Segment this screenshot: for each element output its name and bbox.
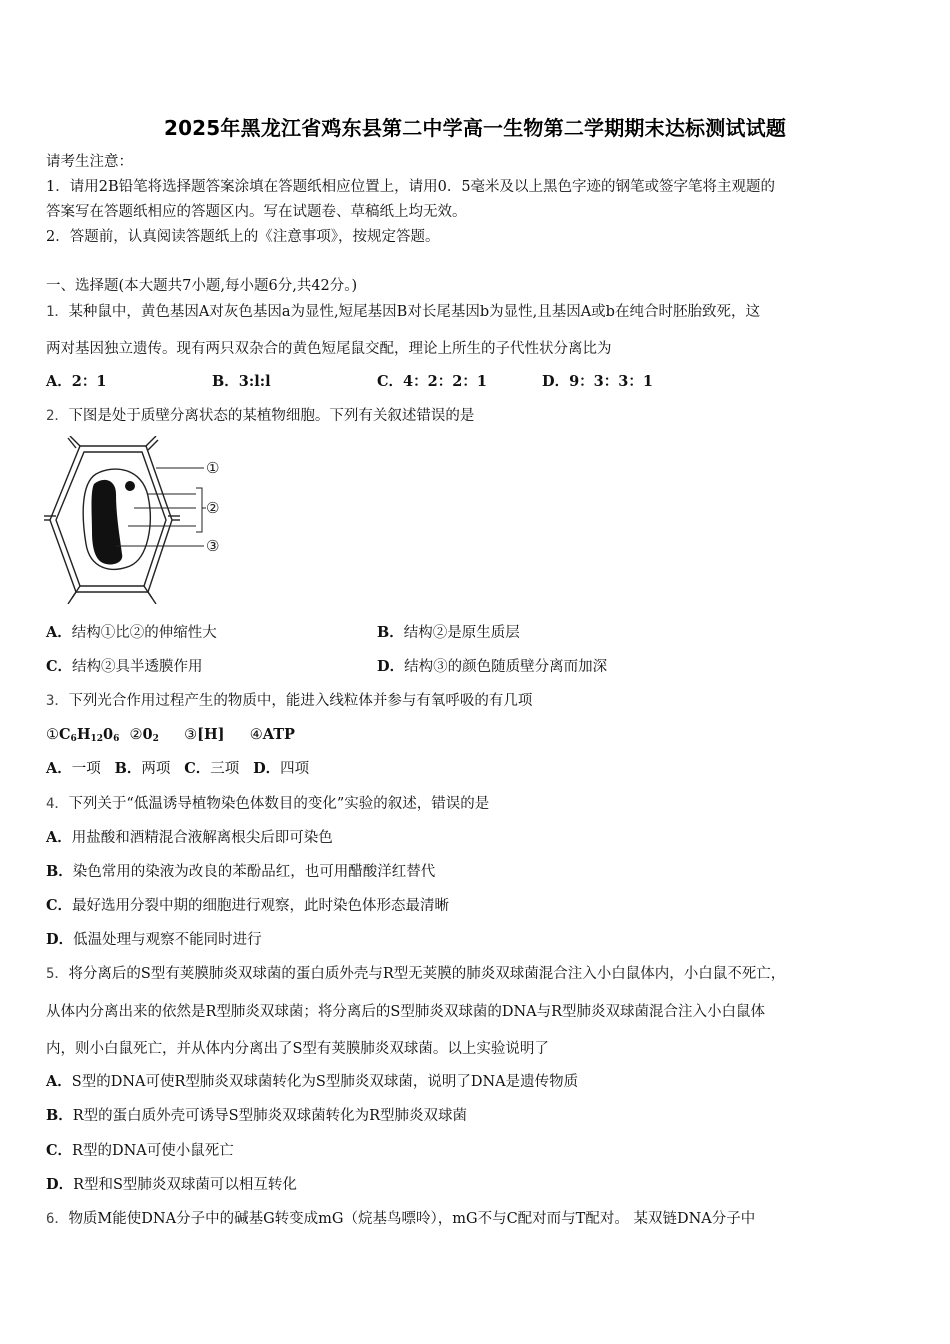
question-5-option-b: B．R型的蛋白质外壳可诱导S型肺炎双球菌转化为R型肺炎双球菌 [46,1107,468,1124]
label-1: ① [206,459,220,477]
question-number: 4． [46,796,69,812]
question-6-stem: 6．物质M能使DNA分子中的碱基G转变成mG（烷基鸟嘌呤），mG不与C配对而与T配对。 某双链DNA分子中 [46,1211,756,1227]
question-2-option-d: D．结构③的颜色随质壁分离而加深 [377,658,608,675]
page-title: 2025年黑龙江省鸡东县第二中学高一生物第二学期期末达标测试试题 [163,116,787,140]
question-4-option-d: D．低温处理与观察不能同时进行 [46,931,262,948]
question-number: 2． [46,408,69,424]
question-4-option-b: B．染色常用的染液为改良的苯酚品红，也可用醋酸洋红替代 [46,863,436,880]
question-5-option-d: D．R型和S型肺炎双球菌可以相互转化 [46,1176,297,1193]
question-5-option-a: A．S型的DNA可使R型肺炎双球菌转化为S型肺炎双球菌，说明了DNA是遗传物质 [46,1073,579,1090]
question-number: 5． [46,966,69,982]
question-3-stem: 3．下列光合作用过程产生的物质中，能进入线粒体并参与有氧呼吸的有几项 [46,693,533,709]
question-5-stem-line-3: 内，则小白鼠死亡，并从体内分离出了S型有荚膜肺炎双球菌。以上实验说明了 [46,1041,549,1057]
question-1-option-a: A．2：1 [46,373,107,390]
question-4-stem: 4．下列关于“低温诱导植物染色体数目的变化”实验的叙述，错误的是 [46,796,490,812]
section-heading: 一、选择题(本大题共7小题,每小题6分,共42分。) [46,278,358,294]
question-5-stem-line-1: 5．将分离后的S型有荚膜肺炎双球菌的蛋白质外壳与R型无荚膜的肺炎双球菌混合注入小白鼠体内，小白鼠不死亡， [46,966,786,982]
question-4-option-a: A．用盐酸和酒精混合液解离根尖后即可染色 [46,829,333,846]
question-5-option-c: C．R型的DNA可使小鼠死亡 [46,1142,234,1159]
question-5-stem-line-2: 从体内分离出来的依然是R型肺炎双球菌；将分离后的S型肺炎双球菌的DNA与R型肺炎双球菌混合注入小白鼠体 [46,1004,766,1020]
question-number: 1． [46,304,69,320]
plant-cell-figure [44,436,234,604]
question-3-options: A．一项 B．两项 C．三项 D．四项 [46,760,310,777]
plasmolyzed-cell-diagram [44,436,234,604]
question-1-stem-line-2: 两对基因独立遗传。现有两只双杂合的黄色短尾鼠交配，理论上所生的子代性状分离比为 [46,341,612,357]
question-3-items: $①C_6H_{12}0_6$ $②0_2$ ③[H] ④ATP [46,726,295,744]
notice-heading: 请考生注意： [46,154,133,170]
question-2-option-b: B．结构②是原生质层 [377,624,520,641]
question-4-option-c: C．最好选用分裂中期的细胞进行观察，此时染色体形态最清晰 [46,897,450,914]
notice-item-2: 2．答题前，认真阅读答题纸上的《注意事项》，按规定答题。 [46,229,440,245]
question-2-option-a: A．结构①比②的伸缩性大 [46,624,217,641]
label-3: ③ [206,537,220,555]
question-1-option-d: D．9：3：3：1 [542,373,653,390]
notice-item-1: 1．请用2B铅笔将选择题答案涂填在答题纸相应位置上，请用0．5毫米及以上黑色字迹的钢笔或签字笔将主观题的 [46,179,776,195]
question-1-option-c: C．4：2：2：1 [377,373,487,390]
question-2-option-c: C．结构②具半透膜作用 [46,658,203,675]
question-1-option-b: B．3:l:l [212,373,271,390]
label-2: ② [206,499,220,517]
question-2-stem: 2．下图是处于质壁分离状态的某植物细胞。下列有关叙述错误的是 [46,408,475,424]
question-number: 6． [46,1211,69,1227]
question-number: 3． [46,693,69,709]
notice-item-1-cont: 答案写在答题纸相应的答题区内。写在试题卷、草稿纸上均无效。 [46,204,467,220]
question-1-stem-line-1: 1．某种鼠中，黄色基因A对灰色基因a为显性,短尾基因B对长尾基因b为显性,且基因A或b在纯合时胚胎致死，这 [46,304,760,320]
